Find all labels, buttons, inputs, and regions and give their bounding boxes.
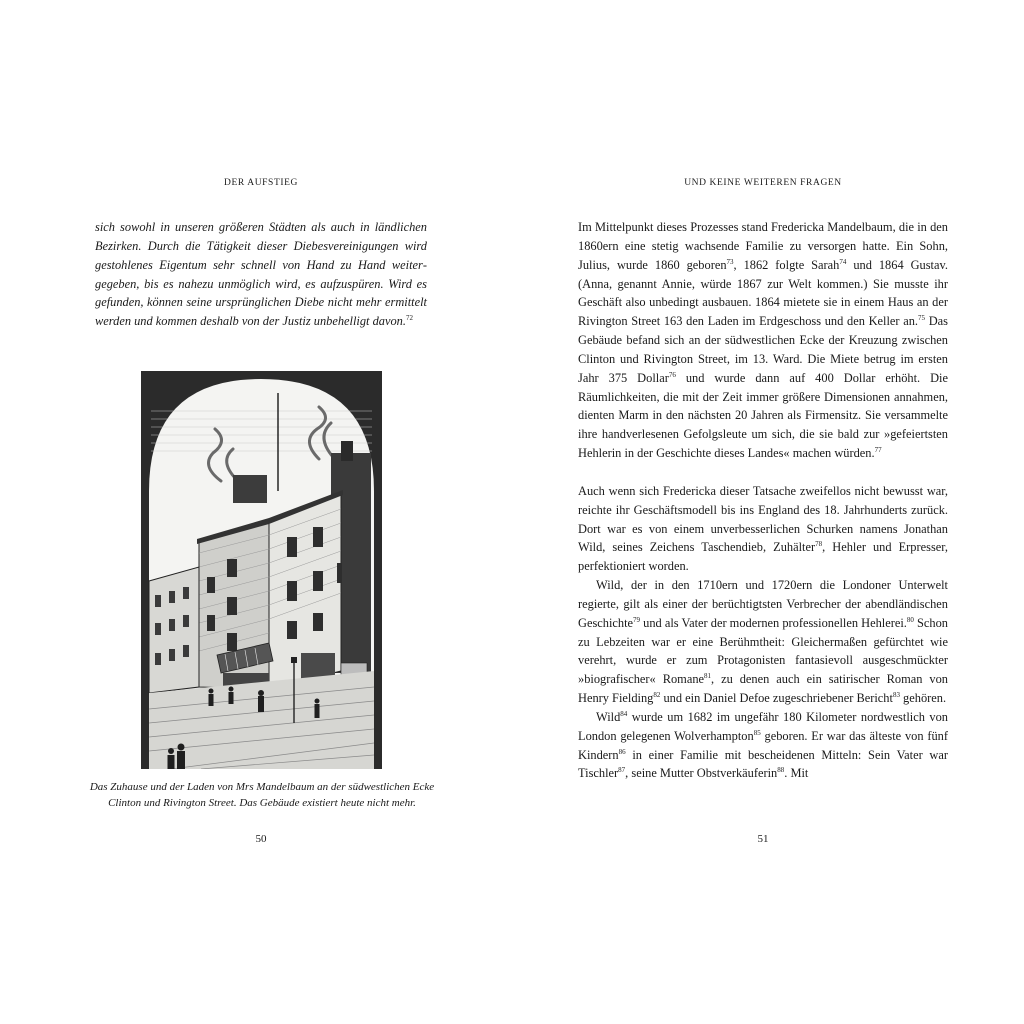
page-number-right: 51 — [757, 833, 769, 845]
engraving-image — [141, 371, 382, 769]
text-run: wurde um 1682 im ungefähr 180 Kilometer nordwestlich von London gelegenen Wolverhampton — [578, 709, 948, 743]
block-quote-text: sich sowohl in unseren größeren Städten als auch in ländlichen Bezirken. Durch die Tätigkeit dieser Diebesvereinigungen wird gestohlenes Eigentum sehr schnell von Hand zu Hand weitergegeben, bis es nahezu unmöglich wird, es aufzuspüren. Wird es gefunden, können seine ursprünglichen Diebe nicht mehr ermittelt werden und kommen deshalb von der Justiz unbehelligt davon. — [95, 220, 427, 329]
footnote-ref: 77 — [874, 446, 882, 454]
footnote-ref: 85 — [753, 728, 761, 737]
footnote-ref: 83 — [892, 690, 900, 699]
right-page — [512, 0, 1024, 1024]
footnote-ref: 82 — [653, 690, 661, 699]
footnote-ref: 75 — [918, 314, 926, 323]
paragraph — [578, 218, 948, 463]
footnote-ref: 72 — [405, 314, 413, 323]
footnote-ref: 78 — [815, 540, 823, 549]
text-run: und ein Daniel Defoe zugeschriebener Bericht — [660, 691, 893, 706]
text-run: Schon zu Lebzeiten war er eine Berühmtheit: Gleichermaßen gefürchtet wie verehrt, wurde er zum Protagonisten fantasievoll ausgeschmückter »biografischer« Romane — [578, 615, 948, 687]
footnote-ref: 74 — [839, 257, 847, 266]
text-run: gehören. — [899, 691, 947, 706]
block-quote — [95, 218, 427, 331]
footnote-ref: 79 — [633, 615, 641, 624]
figure-caption: Das Zuhause und der Laden von Mrs Mandelbaum an der südwestlichen Ecke Clinton und Rivington Street. Das Gebäude existiert heute nicht mehr. — [89, 781, 435, 809]
footnote-ref: 76 — [668, 370, 676, 379]
running-head-left: DER AUFSTIEG — [224, 178, 298, 188]
text-run: , Hehler und Erpresser, perfektioniert worden. — [578, 540, 948, 574]
footnote-ref: 88 — [777, 766, 785, 775]
text-run: , 1862 folgte Sarah — [733, 257, 840, 272]
paragraph — [578, 482, 948, 576]
text-run: geboren. Er war das älteste von fünf Kindern — [578, 728, 948, 762]
footnote-ref: 81 — [704, 672, 712, 681]
text-run: , seine Mutter Obstverkäuferin — [625, 766, 778, 781]
text-run: und 1864 Gustav. (Anna, genannt Annie, würde 1867 zur Welt kommen.) Sie musste ihr Geschäft also unbedingt ausbauen. 1864 mietete sie in einem Haus an der Rivington Street 163 den Laden im Erdgeschoss und den Keller an. — [578, 257, 948, 329]
text-run: und als Vater der modernen professionellen Hehlerei. — [640, 615, 907, 630]
footnote-ref: 87 — [618, 766, 626, 775]
paragraph — [578, 708, 948, 783]
page-number-left: 50 — [255, 833, 267, 845]
footnote-ref: 84 — [620, 709, 628, 718]
illustration-mandelbaum-house — [141, 371, 382, 769]
text-run: Wild, der in den 1710ern und 1720ern die Londoner Unterwelt regierte, gilt als einer der berüchtigtsten Verbrecher der abendländischen Geschichte — [578, 578, 948, 630]
text-run: und wurde dann auf 400 Dollar erhöht. Die Räumlichkeiten, die mit der Zeit immer größere Dimensionen annahmen, dienten Marm in den nächsten 20 Jahren als Firmensitz. Sie versammelte ihre handverlesenen Gefolgsleute um sich, die sie bald zur »gefeiertsten Hehlerin in der Geschichte dieses Landes« machen würden. — [578, 370, 948, 461]
text-run: Auch wenn sich Fredericka dieser Tatsache zweifellos nicht bewusst war, reichte ihr Geschäftsmodell bis ins England des 18. Jahrhunderts zurück. Dort war es von einem unverbesserlichen Schurken namens Jonathan Wild, seines Zeichens Taschendieb, Zuhälter — [578, 483, 948, 555]
running-head-right: UND KEINE WEITEREN FRAGEN — [684, 178, 842, 188]
text-run: Im Mittelpunkt dieses Prozesses stand Fredericka Mandelbaum, die in den 1860ern eine stetig wachsende Familie zu versorgen hatte. Ein Sohn, Julius, wurde 1860 geboren — [578, 220, 948, 272]
body-text — [578, 218, 948, 783]
text-run: Wild — [596, 709, 621, 724]
footnote-ref: 73 — [726, 257, 734, 266]
text-run: , zu denen auch ein satirischer Roman von Henry Fielding — [578, 672, 948, 706]
paragraph — [578, 576, 948, 708]
text-run: . Mit — [784, 766, 809, 781]
text-run: Das Gebäude befand sich an der südwestlichen Ecke der Kreuzung zwischen Clinton und Rivington Street, im 13. Ward. Die Miete betrug im ersten Jahr 375 Dollar — [578, 314, 948, 385]
footnote-ref: 80 — [906, 615, 914, 624]
footnote-ref: 86 — [618, 747, 626, 756]
text-run: in einer Familie mit bescheidenen Mitteln: Sein Vater war Tischler — [578, 747, 948, 781]
